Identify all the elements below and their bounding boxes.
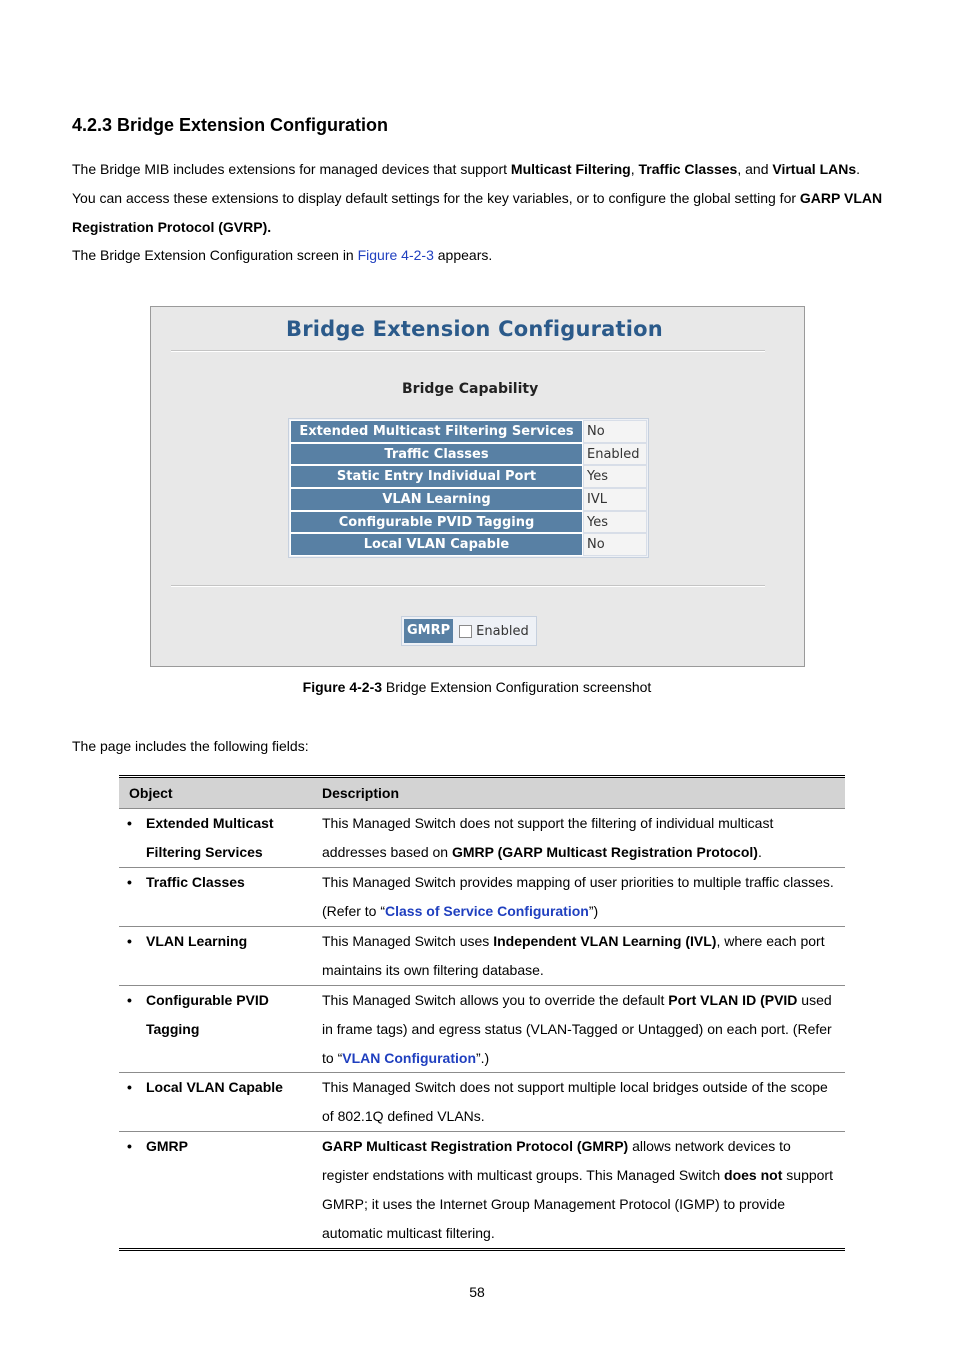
desc-text: This Managed Switch provides mapping of user priorities to multiple traffic classes. (Refer to “ — [322, 874, 834, 919]
bullet: • — [127, 933, 132, 949]
object-name: VLAN Learning — [146, 933, 248, 949]
capability-value: Yes — [583, 511, 647, 534]
desc-text: This Managed Switch uses — [322, 933, 494, 949]
divider — [171, 350, 765, 352]
desc-text: used in frame tags) and egress status (VLAN-Tagged or Untagged) on each port. (Refer to “ — [322, 992, 832, 1066]
table-row — [119, 868, 845, 927]
table-row — [119, 809, 845, 868]
desc-text: ”) — [588, 903, 599, 919]
screen-ref-post: appears. — [433, 247, 493, 263]
capability-table — [288, 418, 649, 558]
intro-bold-traffic: Traffic Classes — [638, 161, 738, 177]
capability-label: VLAN Learning — [290, 488, 583, 511]
intro-text: The Bridge MIB includes extensions for managed devices that support — [72, 161, 511, 177]
desc-text: . — [757, 844, 762, 860]
screenshot-figure — [150, 306, 805, 667]
gmrp-label: GMRP — [404, 619, 453, 643]
desc-text: , where each port maintains its own filtering database. — [322, 933, 825, 978]
capability-row — [290, 488, 647, 511]
object-description — [322, 868, 845, 926]
bullet: • — [127, 992, 132, 1008]
screen-ref-text: The Bridge Extension Configuration screen in — [72, 247, 358, 263]
intro-paragraph — [72, 155, 892, 184]
table-header — [119, 778, 845, 809]
access-bold: GARP VLAN Registration Protocol (GVRP). — [72, 190, 883, 235]
capability-label: Local VLAN Capable — [290, 533, 583, 556]
object-name: Local VLAN Capable — [146, 1079, 283, 1095]
table-row — [119, 1132, 845, 1248]
gmrp-enabled-checkbox[interactable] — [459, 625, 472, 638]
fields-intro: The page includes the following fields: — [72, 738, 309, 754]
capability-value: No — [583, 420, 647, 443]
capability-heading: Bridge Capability — [402, 381, 539, 397]
bullet: • — [127, 1138, 132, 1154]
intro-bold-multicast: Multicast Filtering — [510, 161, 631, 177]
object-description — [322, 1132, 845, 1248]
cos-config-link[interactable]: Class of Service Configuration — [385, 903, 589, 919]
access-text: You can access these extensions to display default settings for the key variables, or to configure the global setting for — [72, 190, 800, 206]
gmrp-setting — [401, 616, 537, 646]
section-heading: 4.2.3 Bridge Extension Configuration — [72, 115, 389, 135]
table-row — [119, 927, 845, 986]
desc-text: This Managed Switch allows you to override the default — [322, 992, 669, 1008]
table-row — [119, 1073, 845, 1132]
capability-row — [290, 465, 647, 488]
vlan-config-link[interactable]: VLAN Configuration — [342, 1050, 476, 1066]
intro-sep: , — [630, 161, 639, 177]
bullet: • — [127, 815, 132, 831]
desc-text: ”.) — [476, 1050, 490, 1066]
intro-bold-vlans: Virtual LANs — [772, 161, 857, 177]
object-name: Extended Multicast Filtering Services — [146, 815, 274, 860]
object-name: Configurable PVID Tagging — [146, 992, 269, 1037]
object-description — [322, 1073, 845, 1131]
desc-text: allows network devices to register endstations with multicast groups. This Managed Switch — [322, 1138, 791, 1183]
intro-sep: , and — [737, 161, 773, 177]
desc-bold: Independent VLAN Learning (IVL) — [493, 933, 717, 949]
object-name: Traffic Classes — [146, 874, 245, 890]
desc-bold: Port VLAN ID (PVID — [668, 992, 798, 1008]
capability-value: No — [583, 533, 647, 556]
object-description — [322, 927, 845, 985]
bullet: • — [127, 874, 132, 890]
object-description — [322, 986, 845, 1072]
desc-bold: does not — [724, 1167, 783, 1183]
object-name: GMRP — [146, 1138, 188, 1154]
capability-row — [290, 511, 647, 534]
intro-end: . — [856, 161, 861, 177]
object-description — [322, 809, 845, 867]
desc-bold: GARP Multicast Registration Protocol (GMRP) — [322, 1138, 629, 1154]
capability-value: IVL — [583, 488, 647, 511]
capability-label: Extended Multicast Filtering Services — [290, 420, 583, 443]
access-paragraph — [72, 184, 892, 242]
caption-bold: Figure 4-2-3 — [302, 679, 383, 695]
desc-bold: GMRP (GARP Multicast Registration Protocol) — [451, 844, 758, 860]
capability-value: Enabled — [583, 443, 647, 466]
capability-row — [290, 420, 647, 443]
page-number: 58 — [469, 1284, 485, 1300]
header-object: Object — [129, 785, 173, 801]
capability-row — [290, 533, 647, 556]
capability-row — [290, 443, 647, 466]
gmrp-enabled-label: Enabled — [476, 623, 529, 639]
capability-label: Configurable PVID Tagging — [290, 511, 583, 534]
capability-label: Static Entry Individual Port — [290, 465, 583, 488]
capability-label: Traffic Classes — [290, 443, 583, 466]
table-row — [119, 986, 845, 1073]
screen-reference-paragraph — [72, 241, 892, 270]
screenshot-title: Bridge Extension Configuration — [286, 317, 663, 341]
figure-link[interactable]: Figure 4-2-3 — [357, 247, 434, 263]
caption-text: Bridge Extension Configuration screenshot — [382, 679, 652, 695]
capability-value: Yes — [583, 465, 647, 488]
desc-text: support GMRP; it uses the Internet Group Management Protocol (IGMP) to provide automatic multicast filtering. — [322, 1167, 833, 1241]
desc-text: This Managed Switch does not support multiple local bridges outside of the scope of 802.1Q defined VLANs. — [322, 1079, 828, 1124]
divider — [171, 585, 765, 587]
header-description: Description — [322, 785, 400, 801]
fields-table — [119, 775, 845, 1251]
figure-caption — [0, 679, 954, 695]
bullet: • — [127, 1079, 132, 1095]
desc-text: This Managed Switch does not support the filtering of individual multicast addresses based on — [322, 815, 774, 860]
